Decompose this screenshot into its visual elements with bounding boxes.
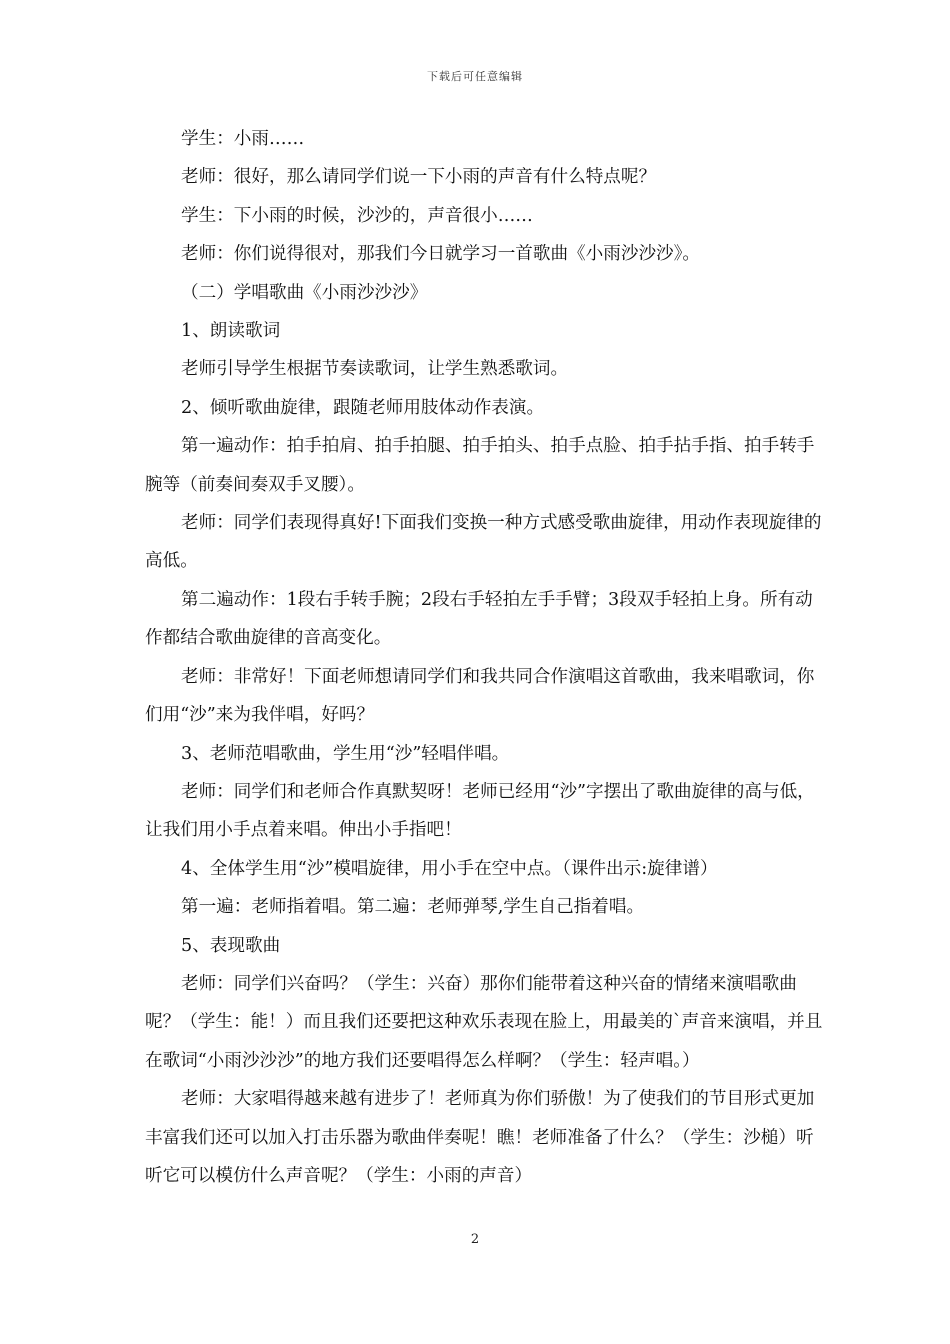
step-heading: 4、全体学生用“沙”模唱旋律，用小手在空中点。（课件出示:旋律谱） [181,858,718,879]
paragraph: 老师：同学们和老师合作真默契呀！老师已经用“沙”字摆出了歌曲旋律的高与低，让我们用小手点着来唱。伸出小手指吧！ [145,781,815,841]
page-number: 2 [470,1232,480,1247]
paragraph: 第二遍动作：1段右手转手腕；2段右手轻拍左手手臂；3段双手轻拍上身。所有动作都结合歌曲旋律的音高变化。 [145,589,813,649]
paragraph: 老师：很好，那么请同学们说一下小雨的声音有什么特点呢？ [181,167,657,188]
paragraph: 学生：下小雨的时候，沙沙的，声音很小…… [181,205,533,226]
document-body [145,120,825,1195]
paragraph: 老师：非常好！下面老师想请同学们和我共同合作演唱这首歌曲，我来唱歌词，你们用“沙”来为我伴唱，好吗？ [145,666,815,726]
paragraph: 第一遍动作：拍手拍肩、拍手拍腿、拍手拍头、拍手点脸、拍手拈手指、拍手转手腕等（前奏间奏双手叉腰）。 [145,436,815,495]
paragraph: 学生：小雨…… [181,129,305,149]
step-heading: 2、倾听歌曲旋律，跟随老师用肢体动作表演。 [181,397,545,418]
step-heading: 1、朗读歌词 [181,321,281,342]
step-heading: 3、老师范唱歌曲，学生用“沙”轻唱伴唱。 [181,743,510,764]
step-heading: 5、表现歌曲 [181,935,281,956]
paragraph: 老师引导学生根据节奏读歌词，让学生熟悉歌词。 [181,359,569,380]
paragraph: 老师：大家唱得越来越有进步了！老师真为你们骄傲！为了使我们的节目形式更加丰富我们还可以加入打击乐器为歌曲伴奏呢！瞧！老师准备了什么？（学生：沙槌）听听它可以模仿什么声音呢？（学生：小雨的声音） [145,1089,815,1186]
page-header: 下载后可任意编辑 [427,70,523,83]
section-heading: （二）学唱歌曲《小雨沙沙沙》 [181,282,428,303]
paragraph: 老师：同学们表现得真好!下面我们变换一种方式感受歌曲旋律，用动作表现旋律的高低。 [145,513,822,572]
paragraph: 第一遍：老师指着唱。第二遍：老师弹琴,学生自己指着唱。 [181,897,645,918]
paragraph: 老师：同学们兴奋吗？（学生：兴奋）那你们能带着这种兴奋的情绪来演唱歌曲呢？（学生：能！）而且我们还要把这种欢乐表现在脸上，用最美的`声音来演唱，并且在歌词“小雨沙沙沙”的地方我们还要唱得怎么样啊？（学生：轻声唱。） [145,973,823,1071]
paragraph: 老师：你们说得很对，那我们今日就学习一首歌曲《小雨沙沙沙》。 [181,244,701,265]
